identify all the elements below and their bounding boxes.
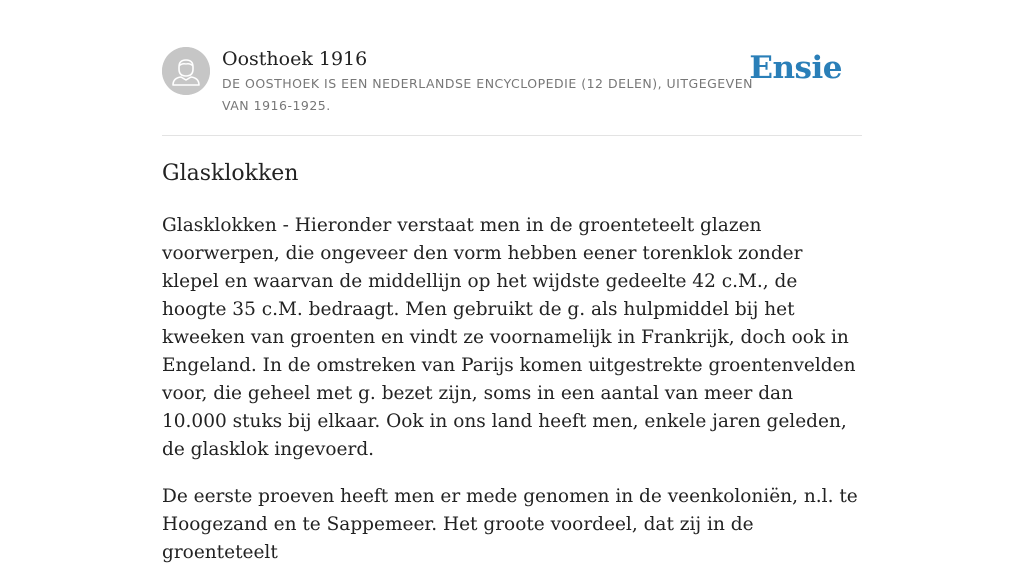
source-header — [162, 47, 862, 135]
ensie-logo[interactable]: Ensie — [749, 50, 842, 86]
article-title: Glasklokken — [162, 161, 299, 186]
user-icon — [162, 47, 210, 95]
article-body — [162, 212, 862, 586]
source-title[interactable]: Oosthoek 1916 — [222, 48, 368, 70]
source-description: DE OOSTHOEK IS EEN NEDERLANDSE ENCYCLOPEDIE (12 DELEN), UITGEGEVEN VAN 1916-1925. — [222, 76, 753, 113]
source-avatar[interactable] — [162, 47, 210, 95]
article-paragraph: De eerste proeven heeft men er mede genomen in de veenkoloniën, n.l. te Hoogezand en te Sappemeer. Het groote voordeel, dat zij in de groenteteelt — [162, 486, 858, 563]
article-paragraph: Glasklokken - Hieronder verstaat men in de groenteteelt glazen voorwerpen, die ongeveer den vorm hebben eener torenklok zonder klepel en waarvan de middellijn op het wijdste gedeelte 42 c.M., de hoogte 35 c.M. bedraagt. Men gebruikt de g. als hulpmiddel bij het kweeken van groenten en vindt ze voornamelijk in Frankrijk, doch ook in Engeland. In de omstreken van Parijs komen uitgestrekte groentenvelden voor, die geheel met g. bezet zijn, soms in een aantal van meer dan 10.000 stuks bij elkaar. Ook in ons land heeft men, enkele jaren geleden, de glasklok ingevoerd. — [162, 215, 856, 460]
header-divider — [162, 135, 862, 136]
